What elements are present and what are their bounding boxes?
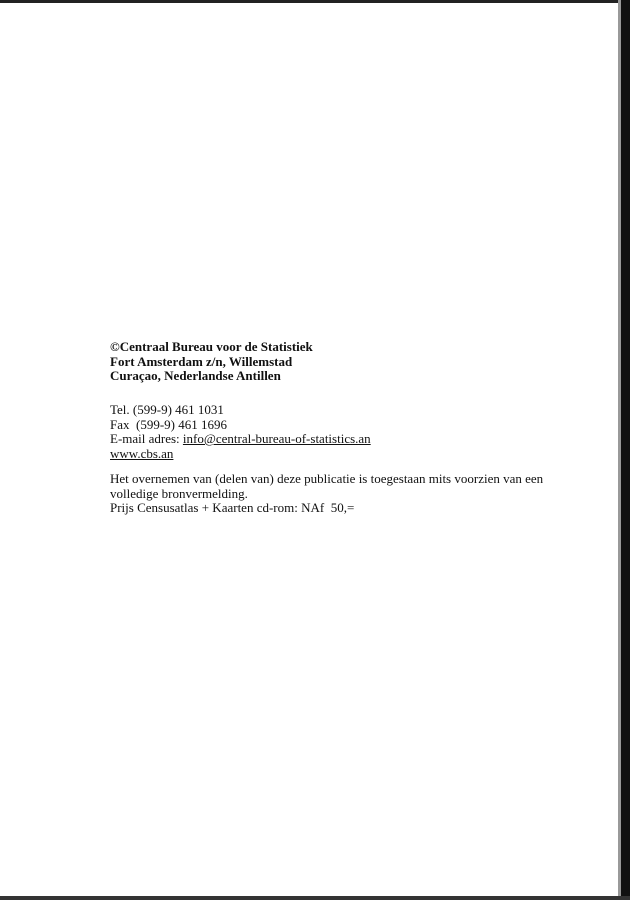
- copyright-notice: [110, 472, 543, 516]
- publisher-street: Fort Amsterdam z/n, Willemstad: [110, 353, 293, 369]
- telephone: Tel. (599-9) 461 1031: [110, 402, 224, 417]
- fax: Fax (599-9) 461 1696: [110, 416, 227, 432]
- scan-right-edge: [621, 0, 630, 900]
- email-link[interactable]: info@central-bureau-of-statistics.an: [182, 431, 371, 447]
- price-line: Prijs Censusatlas + Kaarten cd-rom: NAf 50,=: [110, 500, 355, 516]
- contact-info: [110, 403, 371, 461]
- email-row: [110, 432, 371, 447]
- scan-bottom-edge: [0, 896, 630, 900]
- notice-line-1: Het overnemen van (delen van) deze publicatie is toegestaan mits voorzien van een: [110, 471, 544, 486]
- website-row: [110, 447, 371, 462]
- scan-top-edge: [0, 0, 630, 3]
- publisher-name: ©Centraal Bureau voor de Statistiek: [110, 339, 313, 354]
- notice-line-2: volledige bronvermelding.: [110, 485, 248, 501]
- publisher-address: [110, 340, 313, 384]
- publisher-country: Curaçao, Nederlandse Antillen: [110, 368, 281, 384]
- website-link[interactable]: www.cbs.an: [110, 445, 174, 461]
- email-label: E-mail adres:: [110, 431, 183, 447]
